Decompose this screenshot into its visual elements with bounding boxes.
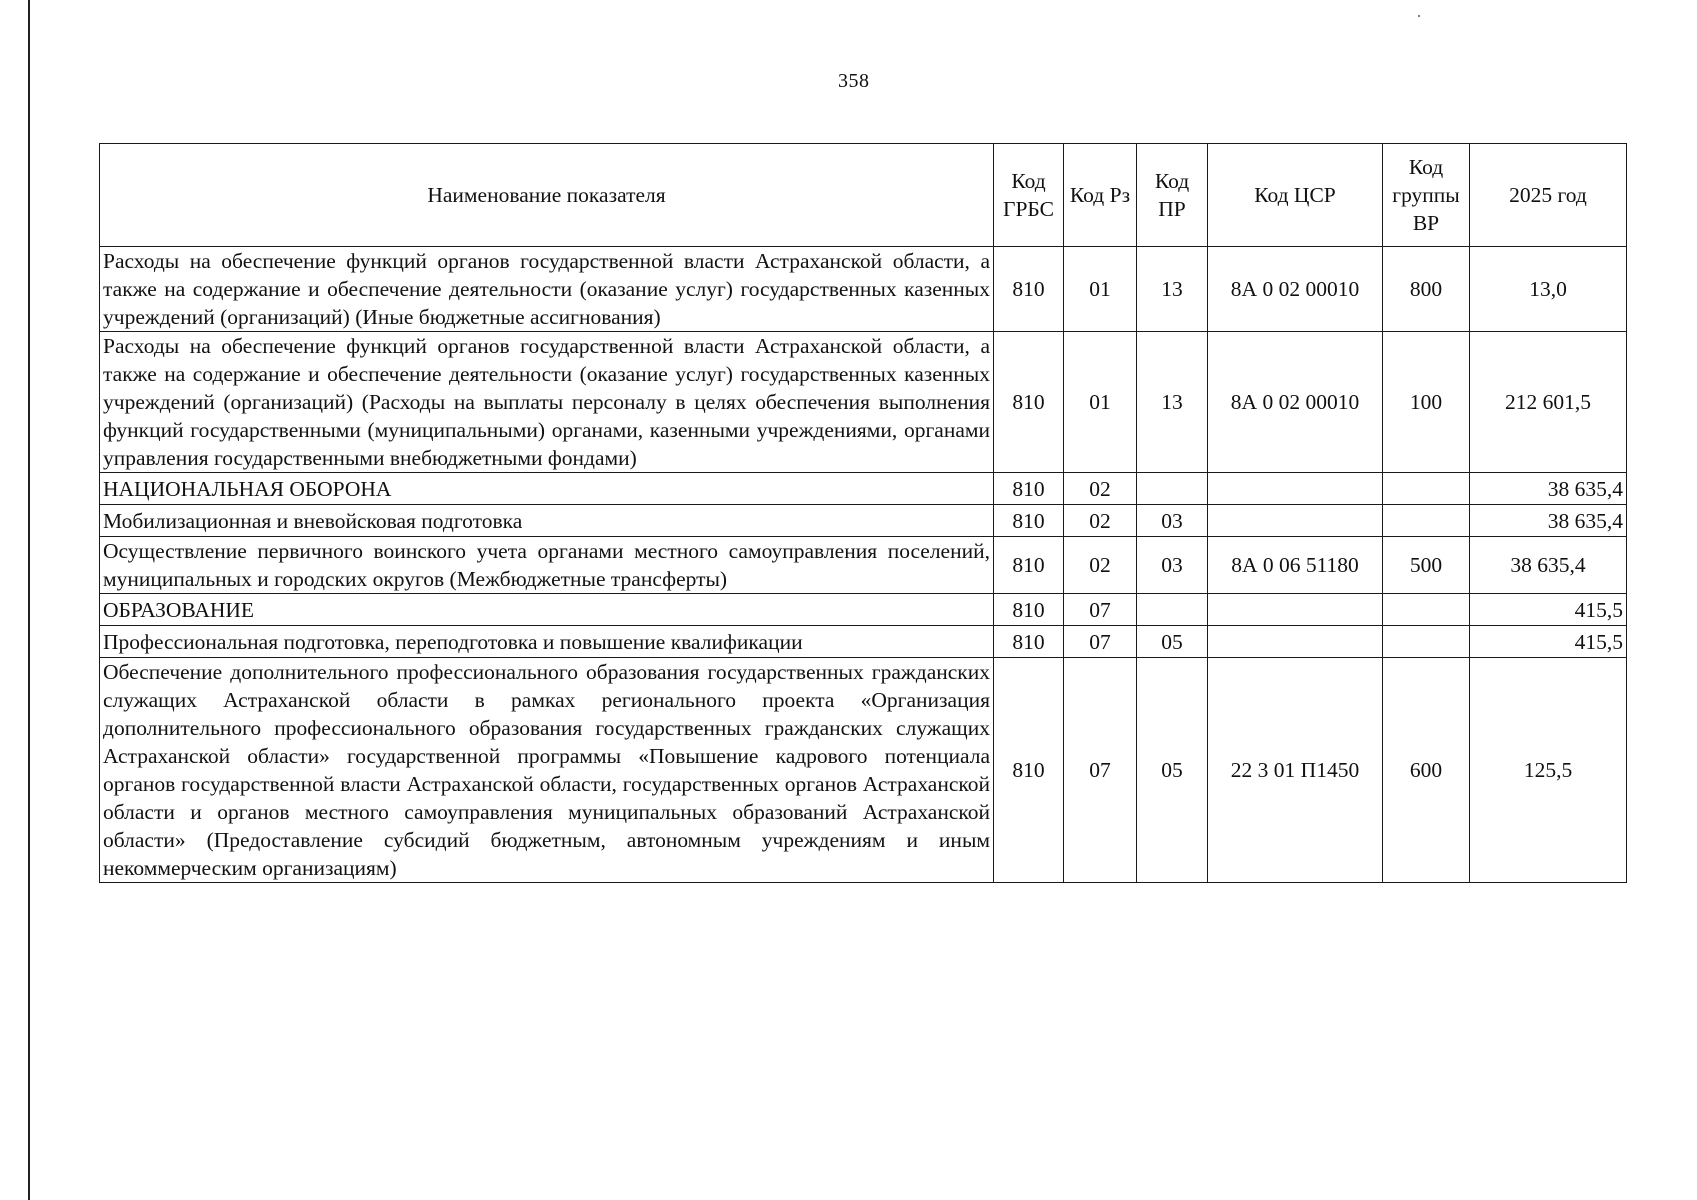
row-vr: 600 xyxy=(1383,658,1470,883)
row-rz: 02 xyxy=(1064,473,1137,505)
row-pr xyxy=(1137,473,1208,505)
row-csr: 8А 0 06 51180 xyxy=(1208,537,1383,594)
row-name: Профессиональная подготовка, переподготовка и повышение квалификации xyxy=(100,626,994,658)
row-year: 38 635,4 xyxy=(1470,505,1627,537)
table-row xyxy=(100,473,1627,505)
row-csr: 22 3 01 П1450 xyxy=(1208,658,1383,883)
header-rz: Код Рз xyxy=(1064,144,1137,247)
row-rz: 01 xyxy=(1064,247,1137,332)
header-grbs: Код ГРБС xyxy=(994,144,1064,247)
row-rz: 02 xyxy=(1064,537,1137,594)
table-header-row xyxy=(100,144,1627,247)
budget-table xyxy=(99,143,1627,883)
row-vr xyxy=(1383,505,1470,537)
row-grbs: 810 xyxy=(994,473,1064,505)
row-vr: 500 xyxy=(1383,537,1470,594)
row-grbs: 810 xyxy=(994,594,1064,626)
row-pr: 13 xyxy=(1137,332,1208,473)
header-pr: Код ПР xyxy=(1137,144,1208,247)
table-row xyxy=(100,658,1627,883)
table-row xyxy=(100,247,1627,332)
row-name: НАЦИОНАЛЬНАЯ ОБОРОНА xyxy=(100,473,994,505)
row-year: 125,5 xyxy=(1470,658,1627,883)
header-year: 2025 год xyxy=(1470,144,1627,247)
row-name: Расходы на обеспечение функций органов государственной власти Астраханской области, а также на содержание и обеспечение деятельности (оказание услуг) государственных казенных учреждений (организаций) (Иные бюджетные ассигнования) xyxy=(100,247,994,332)
row-vr: 800 xyxy=(1383,247,1470,332)
row-name: ОБРАЗОВАНИЕ xyxy=(100,594,994,626)
row-rz: 07 xyxy=(1064,658,1137,883)
row-name: Осуществление первичного воинского учета органами местного самоуправления поселений, муниципальных и городских округов (Межбюджетные трансферты) xyxy=(100,537,994,594)
row-year: 38 635,4 xyxy=(1470,473,1627,505)
header-vr: Код группы ВР xyxy=(1383,144,1470,247)
row-pr: 03 xyxy=(1137,537,1208,594)
table-row xyxy=(100,537,1627,594)
row-grbs: 810 xyxy=(994,626,1064,658)
table-row xyxy=(100,626,1627,658)
row-csr: 8А 0 02 00010 xyxy=(1208,247,1383,332)
row-vr xyxy=(1383,594,1470,626)
row-year: 212 601,5 xyxy=(1470,332,1627,473)
row-vr xyxy=(1383,473,1470,505)
row-name: Мобилизационная и вневойсковая подготовка xyxy=(100,505,994,537)
row-name: Расходы на обеспечение функций органов государственной власти Астраханской области, а также на содержание и обеспечение деятельности (оказание услуг) государственных казенных учреждений (организаций) (Расходы на выплаты персоналу в целях обеспечения выполнения функций государственными (муниципальными) органами, казенными учреждениями, органами управления государственными внебюджетными фондами) xyxy=(100,332,994,473)
row-csr xyxy=(1208,473,1383,505)
row-pr: 05 xyxy=(1137,626,1208,658)
row-csr xyxy=(1208,505,1383,537)
row-rz: 02 xyxy=(1064,505,1137,537)
row-grbs: 810 xyxy=(994,332,1064,473)
table-row xyxy=(100,594,1627,626)
row-grbs: 810 xyxy=(994,537,1064,594)
row-pr: 03 xyxy=(1137,505,1208,537)
row-csr xyxy=(1208,626,1383,658)
row-rz: 01 xyxy=(1064,332,1137,473)
row-name: Обеспечение дополнительного профессионального образования государственных гражданских служащих Астраханской области в рамках регионального проекта «Организация дополнительного профессионального образования государственных гражданских служащих Астраханской области» государственной программы «Повышение кадрового потенциала органов государственной власти Астраханской области, государственных органов Астраханской области и органов местного самоуправления муниципальных образований Астраханской области» (Предоставление субсидий бюджетным, автономным учреждениям и иным некоммерческим организациям) xyxy=(100,658,994,883)
row-pr: 05 xyxy=(1137,658,1208,883)
page-number: 358 xyxy=(838,70,870,92)
row-year: 415,5 xyxy=(1470,626,1627,658)
row-year: 38 635,4 xyxy=(1470,537,1627,594)
row-rz: 07 xyxy=(1064,626,1137,658)
row-year: 13,0 xyxy=(1470,247,1627,332)
row-vr xyxy=(1383,626,1470,658)
table-row xyxy=(100,505,1627,537)
row-grbs: 810 xyxy=(994,658,1064,883)
row-pr: 13 xyxy=(1137,247,1208,332)
page-binding-line xyxy=(28,0,30,1200)
row-grbs: 810 xyxy=(994,505,1064,537)
row-csr xyxy=(1208,594,1383,626)
row-csr: 8А 0 02 00010 xyxy=(1208,332,1383,473)
row-grbs: 810 xyxy=(994,247,1064,332)
row-vr: 100 xyxy=(1383,332,1470,473)
header-csr: Код ЦСР xyxy=(1208,144,1383,247)
header-name: Наименование показателя xyxy=(100,144,994,247)
row-year: 415,5 xyxy=(1470,594,1627,626)
row-rz: 07 xyxy=(1064,594,1137,626)
row-pr xyxy=(1137,594,1208,626)
scan-speck xyxy=(1418,15,1420,17)
table-row xyxy=(100,332,1627,473)
